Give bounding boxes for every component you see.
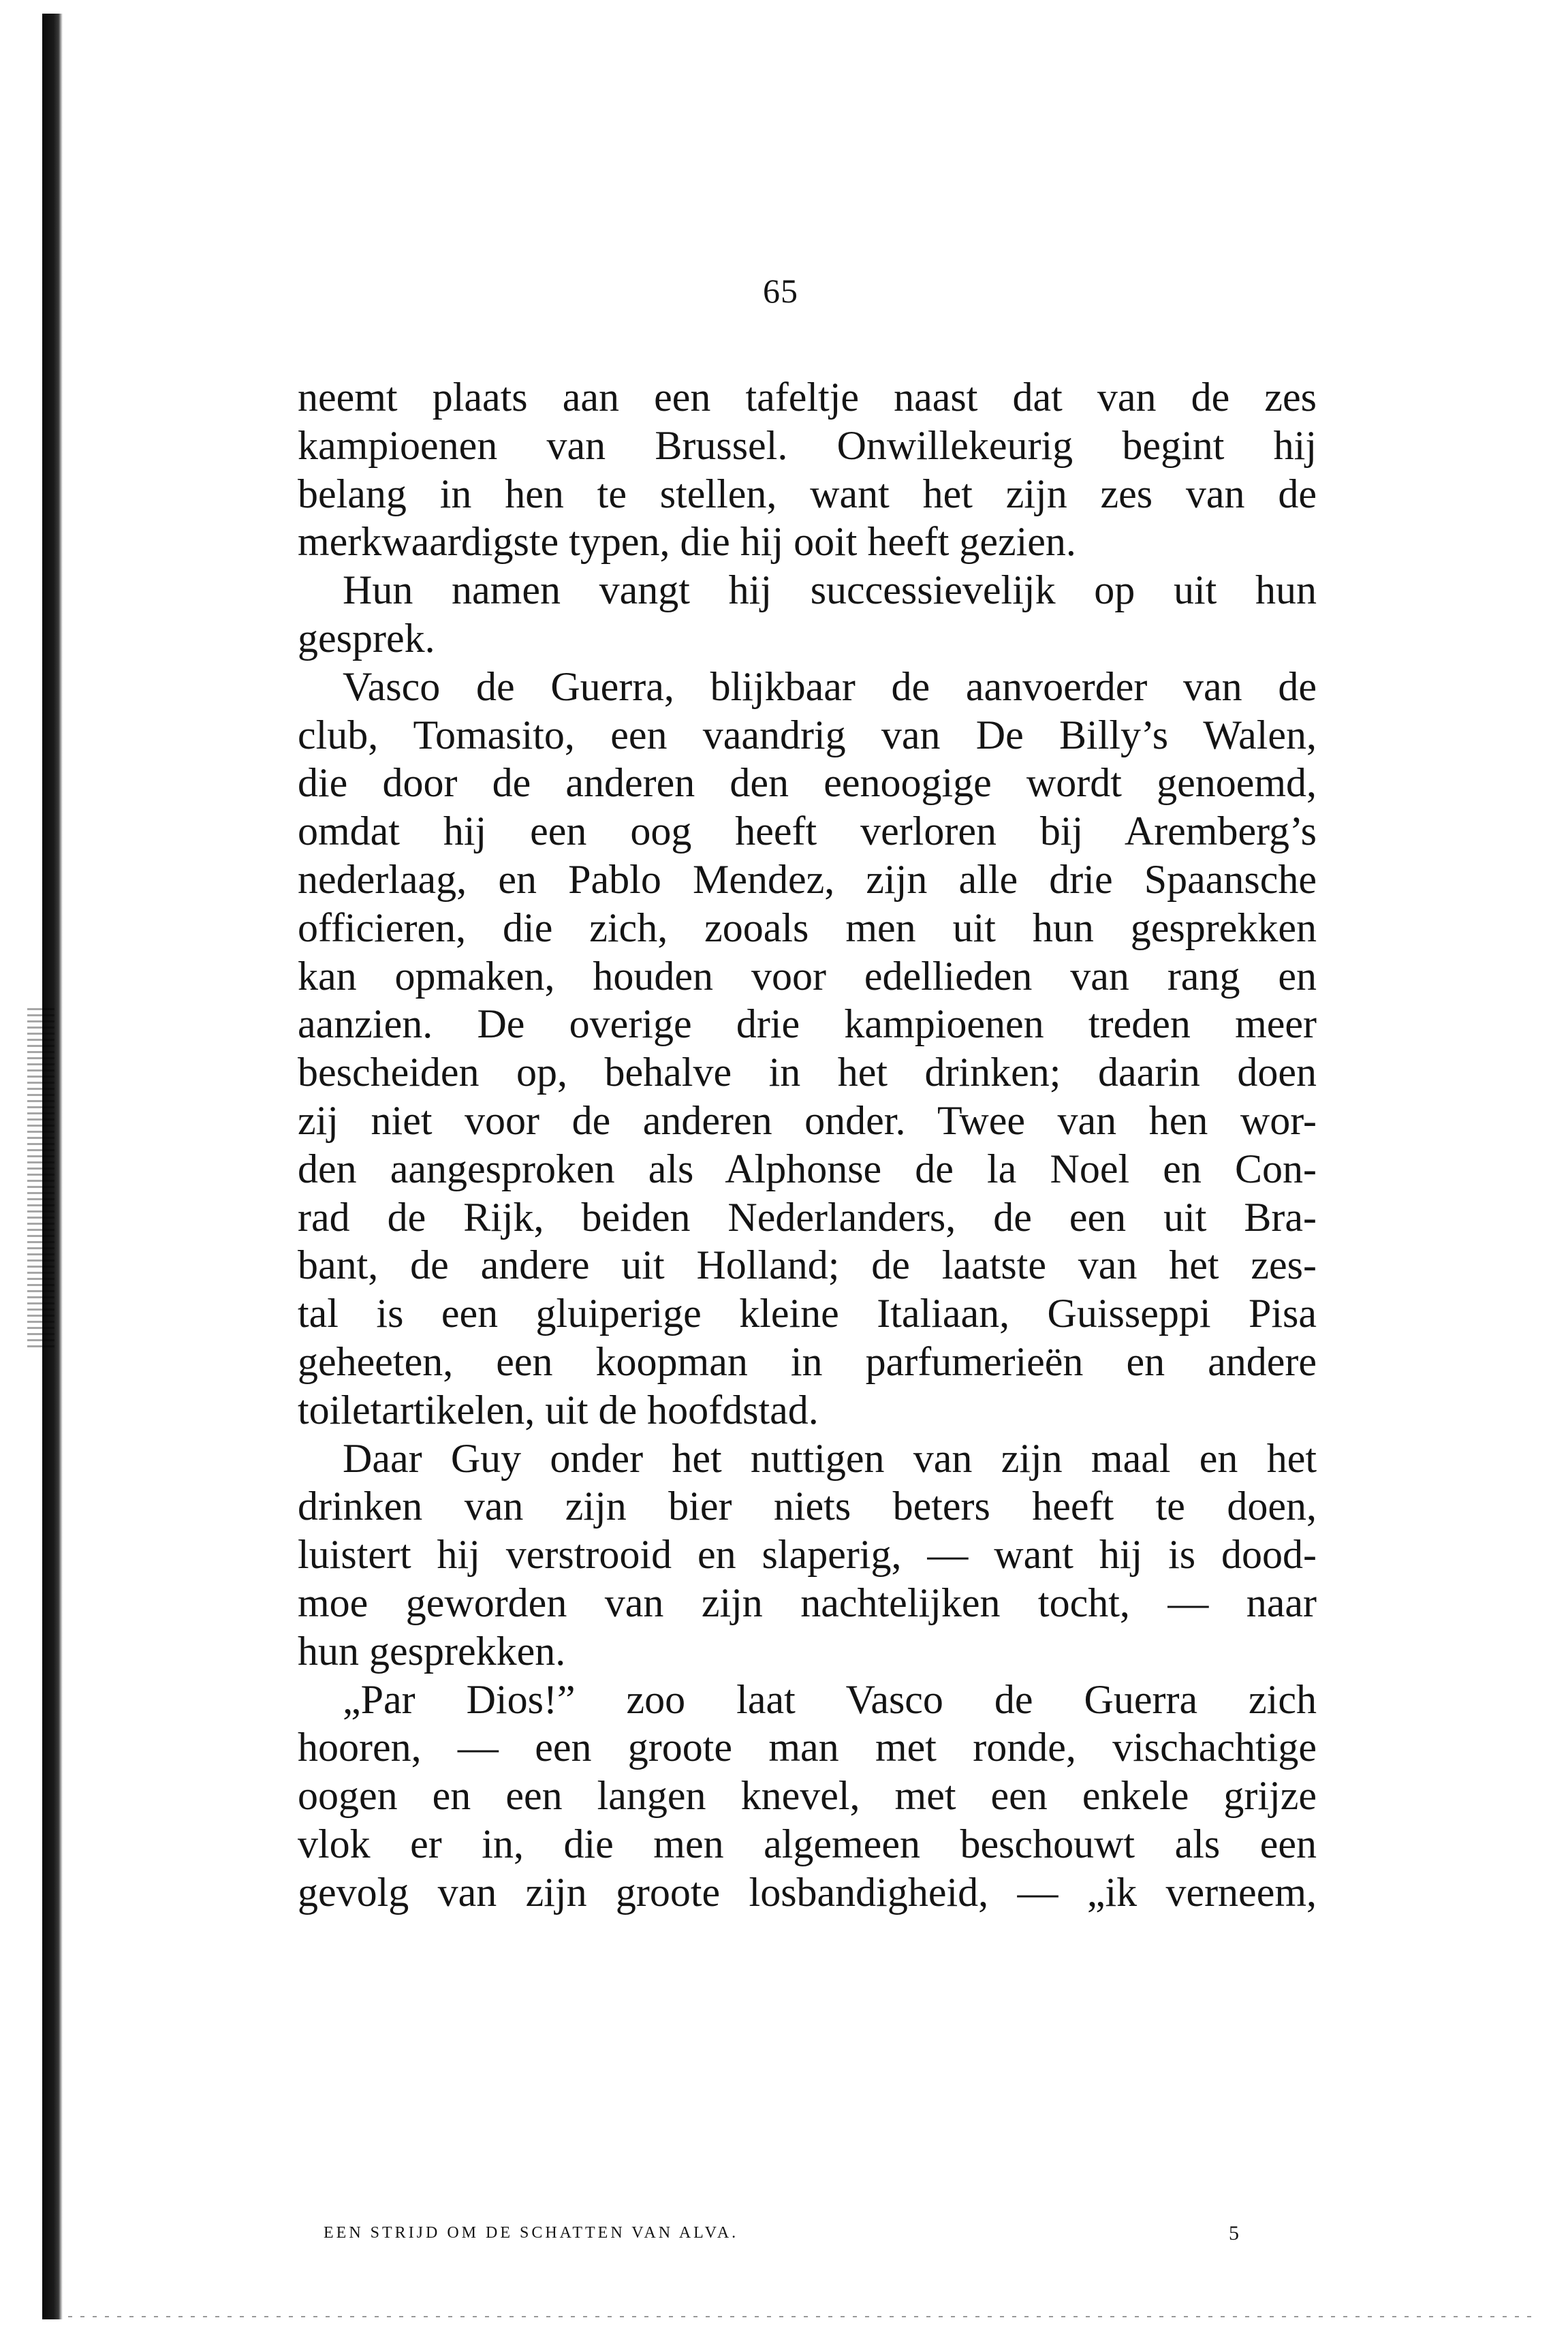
text-line: tal is een gluiperige kleine Italiaan, Guisseppi Pisa bbox=[298, 1291, 1317, 1336]
text-line: drinken van zijn bier niets beters heeft te doen, bbox=[298, 1484, 1317, 1529]
text-line: hun gesprekken. bbox=[298, 1628, 566, 1674]
text-line: Hun namen vangt hij successievelijk op uit hun bbox=[343, 567, 1317, 613]
text-line: den aangesproken als Alphonse de la Noel en Con- bbox=[298, 1146, 1317, 1191]
text-line: rad de Rijk, beiden Nederlanders, de een uit Bra- bbox=[298, 1194, 1317, 1240]
text-line: hooren, — een groote man met ronde, vischachtige bbox=[298, 1725, 1317, 1770]
text-line: nederlaag, en Pablo Mendez, zijn alle drie Spaansche bbox=[298, 856, 1317, 902]
text-line: toiletartikelen, uit de hoofdstad. bbox=[298, 1387, 819, 1432]
text-line: neemt plaats aan een tafeltje naast dat van de zes bbox=[298, 375, 1317, 420]
text-line: zij niet voor de anderen onder. Twee van hen wor- bbox=[298, 1097, 1317, 1143]
text-line: „Par Dios!” zoo laat Vasco de Guerra zich bbox=[343, 1676, 1317, 1722]
text-line: omdat hij een oog heeft verloren bij Aremberg’s bbox=[298, 809, 1317, 854]
page-bottom-edge bbox=[68, 2316, 1533, 2317]
text-line: aanzien. De overige drie kampioenen treden meer bbox=[298, 1001, 1317, 1047]
body-text bbox=[298, 373, 1317, 1917]
text-line: Vasco de Guerra, blijkbaar de aanvoerder van de bbox=[343, 663, 1317, 709]
footer-signature-title: EEN STRIJD OM DE SCHATTEN VAN ALVA. bbox=[324, 2224, 739, 2242]
text-line: gevolg van zijn groote losbandigheid, — „ik verneem, bbox=[298, 1869, 1317, 1915]
text-line: oogen en een langen knevel, met een enkele grijze bbox=[298, 1773, 1317, 1819]
text-line: vlok er in, die men algemeen beschouwt als een bbox=[298, 1821, 1317, 1866]
page-number: 65 bbox=[763, 272, 798, 310]
text-line: officieren, die zich, zooals men uit hun gesprekken bbox=[298, 905, 1317, 950]
text-line: die door de anderen den eenoogige wordt genoemd, bbox=[298, 760, 1317, 806]
footer-sheet-number: 5 bbox=[1229, 2222, 1239, 2244]
text-line: bescheiden op, behalve in het drinken; daarin doen bbox=[298, 1050, 1317, 1095]
binding-edge-texture bbox=[27, 1008, 54, 1349]
text-line: bant, de andere uit Holland; de laatste van het zes- bbox=[298, 1242, 1317, 1288]
text-line: gesprek. bbox=[298, 615, 435, 661]
text-line: merkwaardigste typen, die hij ooit heeft gezien. bbox=[298, 519, 1076, 565]
text-line: kan opmaken, houden voor edellieden van rang en bbox=[298, 953, 1317, 999]
text-line: kampioenen van Brussel. Onwillekeurig begint hij bbox=[298, 422, 1317, 468]
text-line: club, Tomasito, een vaandrig van De Billy’s Walen, bbox=[298, 712, 1317, 757]
text-line: Daar Guy onder het nuttigen van zijn maal en het bbox=[343, 1435, 1317, 1481]
text-line: geheeten, een koopman in parfumerieën en andere bbox=[298, 1338, 1317, 1384]
text-line: moe geworden van zijn nachtelijken tocht, — naar bbox=[298, 1580, 1317, 1625]
text-line: belang in hen te stellen, want het zijn zes van de bbox=[298, 471, 1317, 516]
text-line: luistert hij verstrooid en slaperig, — want hij is dood- bbox=[298, 1532, 1317, 1578]
